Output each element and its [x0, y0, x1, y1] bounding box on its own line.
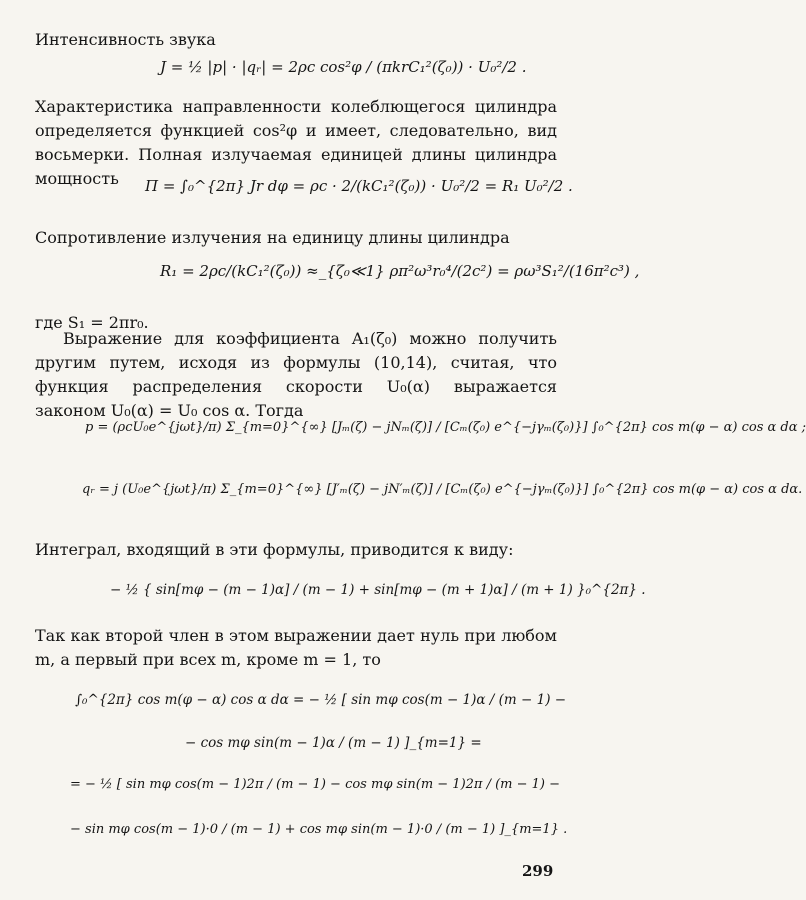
page-number: 299: [522, 862, 554, 880]
equation-integral-result-line3: = − ½ [ sin mφ cos(m − 1)2π / (m − 1) − cos mφ sin(m − 1)2π / (m − 1) −: [70, 777, 561, 792]
equation-integral-result-line4: − sin mφ cos(m − 1)·0 / (m − 1) + cos mφ sin(m − 1)·0 / (m − 1) ]_{m=1} .: [70, 822, 568, 837]
paragraph-where-s1: где S₁ = 2πr₀.: [35, 313, 149, 332]
equation-integral-result-line2: − cos mφ sin(m − 1)α / (m − 1) ]_{m=1} =: [185, 735, 482, 751]
paragraph-second-term: Так как второй член в этом выражении дает нуль при любом m, а первый при всех m, кроме m = 1, то: [35, 626, 557, 669]
paragraph-radiation-resistance: Сопротивление излучения на единицу длины цилиндра: [35, 228, 510, 247]
equation-intensity: J = ½ |p| · |qᵣ| = 2ρc cos²φ / (πkrC₁²(ζ₀)) · U₀²/2 .: [160, 58, 527, 76]
paragraph-coefficient-a1: Выражение для коэффициента A₁(ζ₀) можно получить другим путем, исходя из формулы (10,14), считая, что функция распределения скорости U₀(α) выражается законом U₀(α) = U₀ cos α. Тогда: [35, 329, 557, 420]
equation-integral-result-line1: ∫₀^{2π} cos m(φ − α) cos α dα = − ½ [ sin mφ cos(m − 1)α / (m − 1) −: [75, 692, 567, 708]
equation-pressure: p = (ρcU₀e^{jωt}/π) Σ_{m=0}^{∞} [Jₘ(ζ) − jNₘ(ζ)] / [Cₘ(ζ₀) e^{−jγₘ(ζ₀)}] ∫₀^{2π} cos m(φ − α) cos α dα ;: [85, 420, 806, 435]
equation-radiation-resistance: R₁ = 2ρc/(kC₁²(ζ₀)) ≈_{ζ₀≪1} ρπ²ω³r₀⁴/(2c²) = ρω³S₁²/(16π²c³) ,: [160, 262, 640, 280]
equation-integral-form: − ½ { sin[mφ − (m − 1)α] / (m − 1) + sin[mφ − (m + 1)α] / (m + 1) }₀^{2π} .: [110, 582, 646, 598]
paragraph-sound-intensity: Интенсивность звука: [35, 30, 216, 49]
paragraph-integral: Интеграл, входящий в эти формулы, приводится к виду:: [35, 540, 514, 559]
paragraph-directivity: Характеристика направленности колеблющегося цилиндра определяется функцией cos²φ и имеет, следовательно, вид восьмерки. Полная излучаемая единицей длины цилиндра мощность: [35, 97, 557, 188]
equation-radiated-power: Π = ∫₀^{2π} Jr dφ = ρc · 2/(kC₁²(ζ₀)) · U₀²/2 = R₁ U₀²/2 .: [145, 177, 573, 195]
equation-velocity: qᵣ = j (U₀e^{jωt}/π) Σ_{m=0}^{∞} [J′ₘ(ζ) − jN′ₘ(ζ)] / [Cₘ(ζ₀) e^{−jγₘ(ζ₀)}] ∫₀^{2π} cos m(φ − α) cos α dα.: [82, 482, 803, 497]
